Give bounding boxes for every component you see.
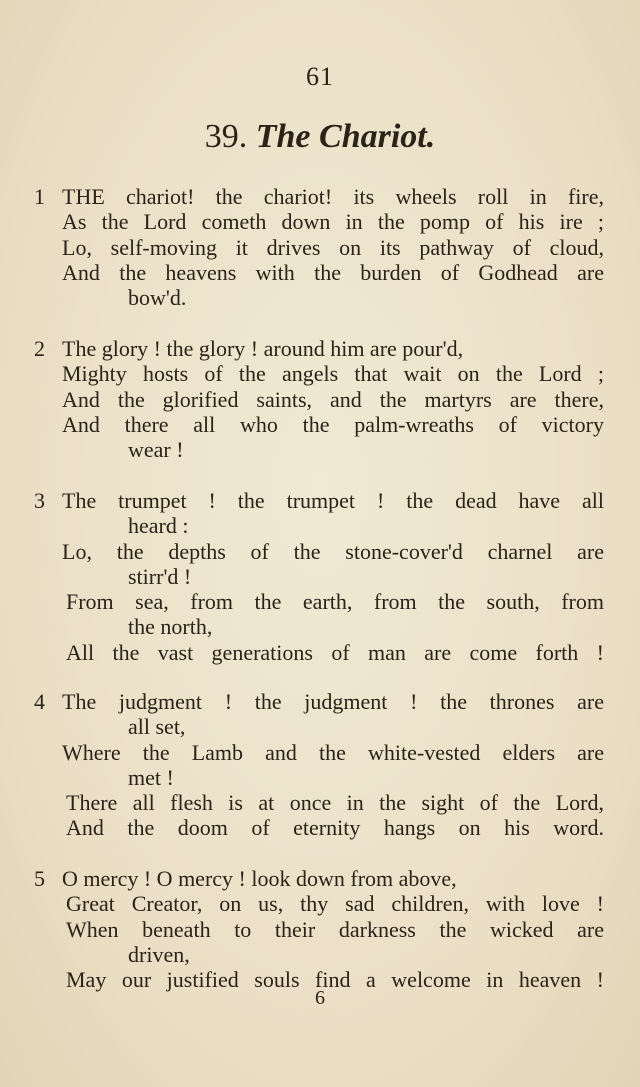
- verse-line: heard :: [128, 513, 189, 539]
- stanza-number: 5: [34, 866, 45, 891]
- verse-line: As the Lord cometh down in the pomp of his ire ;: [62, 209, 604, 235]
- verse-line: There all flesh is at once in the sight of the Lord,: [66, 790, 604, 816]
- hymn-name: The Chariot.: [255, 118, 436, 155]
- verse-line: Where the Lamb and the white-vested elders are: [62, 739, 604, 765]
- verse-line: met !: [128, 764, 174, 790]
- stanza-number: 4: [34, 689, 45, 714]
- verse-line: wear !: [128, 437, 184, 463]
- verse-line: driven,: [128, 941, 190, 967]
- verse-line: And there all who the palm-wreaths of victory: [62, 411, 604, 437]
- verse-line: May our justified souls find a welcome in heaven !: [66, 967, 604, 993]
- verse-line: the north,: [128, 614, 213, 640]
- verse-line: And the glorified saints, and the martyrs are there,: [62, 386, 604, 412]
- verse-line: Great Creator, on us, thy sad children, with love !: [66, 891, 604, 917]
- verse-line: bow'd.: [128, 285, 187, 311]
- stanza-number: 3: [34, 488, 45, 513]
- hymn-number: 39.: [204, 118, 248, 155]
- verse-line: Lo, the depths of the stone-cover'd charnel are: [62, 538, 604, 564]
- page-number: 61: [306, 62, 334, 91]
- verse-line: The trumpet ! the trumpet ! the dead have all: [62, 488, 604, 513]
- verse-line: THE chariot! the chariot! its wheels roll in fire,: [62, 184, 604, 209]
- stanza-4: [0, 689, 640, 841]
- stanza-number: 1: [34, 184, 45, 209]
- verse-line: All the vast generations of man are come forth !: [66, 639, 604, 665]
- verse-line: From sea, from the earth, from the south, from: [66, 589, 604, 615]
- verse-line: stirr'd !: [128, 563, 192, 589]
- verse-line: all set,: [128, 714, 186, 740]
- verse-line: Mighty hosts of the angels that wait on the Lord ;: [62, 361, 604, 387]
- stanza-5: [0, 866, 640, 992]
- stanza-2: [0, 336, 640, 462]
- stanza-1: [0, 184, 640, 310]
- stanza-number: 2: [34, 336, 45, 361]
- stanza-3: [0, 488, 640, 665]
- verse-line: The glory ! the glory ! around him are pour'd,: [62, 336, 464, 361]
- verse-line: And the doom of eternity hangs on his word.: [66, 815, 604, 841]
- verse-line: And the heavens with the burden of Godhead are: [62, 259, 604, 285]
- verse-line: Lo, self-moving it drives on its pathway of cloud,: [62, 234, 604, 260]
- verse-line: The judgment ! the judgment ! the thrones are: [62, 689, 604, 714]
- verse-line: When beneath to their darkness the wicked are: [66, 916, 604, 942]
- hymn-title: [0, 118, 640, 156]
- verse-line: O mercy ! O mercy ! look down from above,: [62, 866, 457, 891]
- signature-mark: 6: [315, 987, 325, 1009]
